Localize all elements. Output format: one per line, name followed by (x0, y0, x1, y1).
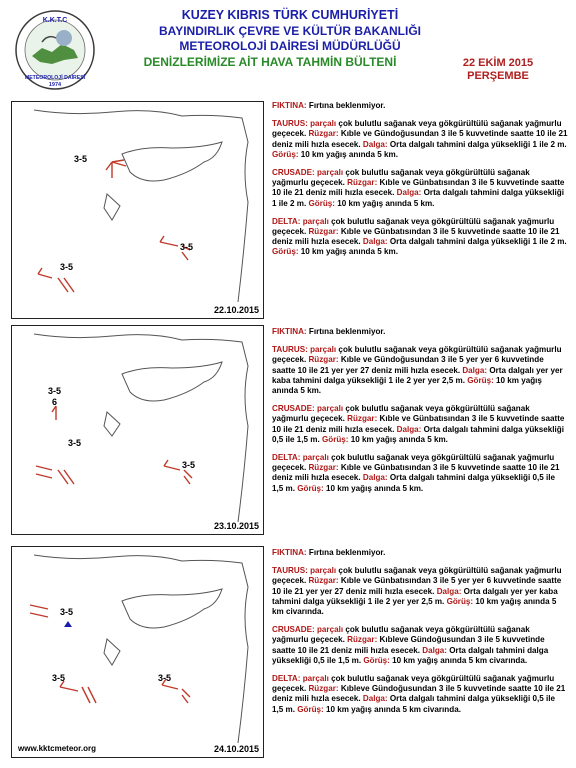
forecast-segment: parçalı (300, 216, 329, 226)
forecast-segment: Dalga: (396, 188, 422, 198)
region-name: DELTA: (272, 216, 301, 226)
forecast-segment: Fırtına beklenmiyor. (306, 101, 386, 110)
forecast-segment: parçalı (300, 674, 329, 684)
forecast-segment: Orta dalgalı tahmini dalga yüksekliği 1 ile 2 m. (387, 139, 567, 149)
forecast-segment: Rüzgar: (308, 355, 339, 365)
forecast-map-day-3 (11, 546, 264, 758)
forecast-segment: parçalı (314, 625, 344, 635)
region-name: DELTA: (272, 674, 301, 684)
wind-arrow-north (52, 406, 56, 420)
forecast-segment: Rüzgar: (347, 635, 378, 645)
forecast-text-day-3 (272, 548, 568, 723)
logo-top-text: K.K.T.C (42, 17, 68, 24)
forecast-segment: 10 km yağış anında 5 km. (298, 149, 398, 159)
forecast-segment: Orta dalgalı tahmini dalga yüksekliği 0,5 ile 1,5 m. (272, 473, 555, 493)
title-line-1: KUZEY KIBRIS TÜRK CUMHURİYETİ (181, 8, 399, 22)
wind-force-label: 3-5 (60, 262, 74, 272)
region-name: TAURUS: (272, 345, 308, 355)
forecast-segment: çok bulutlu sağanak veya gökgürültülü sağanak yağmurlu geçecek. (272, 453, 555, 473)
forecast-segment: çok bulutlu sağanak veya gökgürültülü sağanak yağmurlu geçecek. (272, 674, 555, 694)
wind-arrow-west (36, 466, 74, 484)
forecast-segment: Görüş: (446, 596, 474, 606)
bulletin-weekday: PERŞEMBE (467, 70, 529, 82)
forecast-segment: Orta dalgalı tahmini dalga yüksekliği 0,5 ile 1,5 m. (272, 694, 555, 714)
forecast-segment: Kıble ve Günbatısından 3 ile 5 yer yer 6 kuvvetinde saatte 10 ile 21 yer yer 27 deniz mili hızla esecek. (272, 576, 562, 596)
forecast-segment: Dalga: (362, 473, 388, 483)
forecast-segment: çok bulutlu sağanak veya gökgürültülü sağanak yağmurlu geçecek. (272, 404, 530, 424)
forecast-segment: Görüş: (272, 149, 299, 159)
forecast-segment: Fırtına beklenmiyor. (306, 327, 386, 336)
forecast-segment: çok bulutlu sağanak veya gökgürültülü sağanak yağmurlu geçecek. (272, 345, 562, 365)
forecast-map-day-1 (11, 101, 264, 319)
forecast-segment: parçalı (307, 345, 337, 355)
forecast-paragraph (272, 404, 568, 445)
region-name: FIKTINA: (272, 101, 307, 110)
sea-map (12, 326, 263, 534)
forecast-segment: Rüzgar: (308, 463, 339, 473)
map-date: 22.10.2015 (213, 305, 259, 315)
forecast-segment: Görüş: (297, 483, 324, 493)
forecast-segment: Kıble ve Gündoğusundan 3 ile 5 kuvvetinde saatte 10 ile 21 deniz mili hızla esecek. (272, 129, 568, 149)
forecast-segment: Dalga: (422, 645, 448, 655)
forecast-segment: Orta dalgalı tahmini dalga yüksekliği 1 ile 2 m. (272, 188, 564, 208)
region-name: FIKTINA: (272, 548, 307, 557)
forecast-segment: 10 km yağış anında 5 km civarında. (272, 596, 557, 617)
forecast-segment: parçalı (307, 566, 337, 576)
forecast-segment: Dalga: (362, 237, 388, 247)
forecast-segment: Orta dalgalı tahmini dalga yüksekliği 0,5 ile 1,5 m. (272, 645, 549, 665)
forecast-segment: Fırtına beklenmiyor. (306, 548, 386, 557)
forecast-paragraph (272, 217, 568, 258)
forecast-segment: Dalga: (362, 139, 388, 149)
forecast-segment: 10 km yağış anında 5 km civarında. (323, 704, 461, 714)
forecast-paragraph (272, 345, 568, 396)
forecast-segment: parçalı (314, 168, 344, 178)
logo-bottom-text: METEOROLOJİ DAİRESİ (24, 75, 86, 81)
forecast-segment: 10 km yağış anında 5 km. (272, 375, 542, 396)
forecast-segment: Kıbleve Gündoğusundan 3 ile 5 kuvvetinde saatte 10 ile 21 deniz mili hızla esecek. (272, 684, 566, 704)
forecast-segment: Dalga: (436, 586, 462, 596)
forecast-segment: Görüş: (308, 198, 335, 208)
bulletin-title: DENİZLERİMİZE AİT HAVA TAHMİN BÜLTENİ (143, 55, 397, 69)
title-line-3: METEOROLOJİ DAİRESİ MÜDÜRLÜĞÜ (179, 39, 401, 53)
region-name: CRUSADE: (272, 404, 315, 414)
forecast-segment: Kıble ve Günbatısından 3 ile 5 kuvvetinde saatte 10 ile 21 deniz mili hızla esecek. (272, 414, 565, 434)
forecast-segment: Rüzgar: (308, 684, 339, 694)
forecast-segment: parçalı (314, 404, 344, 414)
forecast-segment: Dalga: (362, 694, 388, 704)
wind-force-label: 3-5 (158, 673, 172, 683)
forecast-segment: Orta dalgalı tahmini dalga yüksekliği 0,5 ile 1,5 m. (272, 424, 564, 444)
forecast-segment: çok bulutlu sağanak veya gökgürültülü sağanak yağmurlu geçecek. (272, 119, 562, 139)
forecast-paragraph (272, 101, 568, 111)
logo-year: 1974 (48, 82, 62, 88)
forecast-segment: Kıble ve Günbatısından 3 ile 5 kuvvetinde saatte 10 ile 21 deniz mili hızla esecek. (272, 227, 560, 247)
forecast-segment: Rüzgar: (347, 178, 378, 188)
forecast-segment: Görüş: (467, 375, 494, 385)
region-name: DELTA: (272, 453, 301, 463)
bulletin-date: 22 EKİM 2015 (462, 57, 534, 69)
wind-force-label: 3-5 (74, 154, 88, 164)
forecast-segment: Orta dalgalı yer yer kaba tahmini dalga yüksekliği 1 ile 2 yer yer 2,5 m. (272, 365, 563, 385)
forecast-segment: Orta dalgalı tahmini dalga yüksekliği 1 ile 2 m. (387, 237, 567, 247)
region-name: TAURUS: (272, 119, 308, 129)
forecast-text-day-1 (272, 101, 568, 266)
forecast-segment: 10 km yağış anında 5 km civarında. (389, 655, 528, 665)
forecast-paragraph (272, 453, 568, 494)
forecast-paragraph (272, 548, 568, 558)
forecast-segment: Orta dalgalı yer yer kaba tahmini dalga yüksekliği 1 ile 2 yer yer 2,5 m. (272, 586, 558, 606)
wind-force-label: 3-5 (180, 242, 194, 252)
forecast-paragraph (272, 168, 568, 209)
forecast-segment: Dalga: (462, 365, 488, 375)
region-name: CRUSADE: (272, 625, 315, 635)
forecast-segment: 10 km yağış anında 5 km. (323, 483, 424, 493)
forecast-segment: Görüş: (272, 247, 299, 257)
forecast-segment: Kıble ve Gündoğusundan 3 ile 5 yer yer 6 kuvvetinde saatte 10 ile 21 yer yer 27 deniz mili hızla esecek. (272, 355, 544, 375)
forecast-paragraph (272, 674, 568, 715)
forecast-segment: Dalga: (396, 424, 422, 434)
forecast-segment: çok bulutlu sağanak veya gökgürültülü sağanak yağmurlu geçecek. (272, 216, 555, 237)
forecast-segment: parçalı (307, 119, 337, 129)
forecast-segment: çok bulutlu sağanak veya gökgürültülü sağanak yağmurlu geçecek. (272, 566, 562, 586)
forecast-segment: Görüş: (321, 434, 349, 444)
wind-force-label: 3-5 (52, 673, 66, 683)
wind-force-label: 3-5 (48, 386, 62, 396)
title-line-2: BAYINDIRLIK ÇEVRE VE KÜLTÜR BAKANLIĞI (158, 24, 421, 38)
forecast-segment: çok bulutlu sağanak veya gökgürültülü sağanak yağmurlu geçecek. (272, 168, 530, 188)
forecast-paragraph (272, 625, 568, 666)
wind-force-label: 6 (52, 397, 58, 407)
sea-map (12, 102, 263, 318)
region-name: CRUSADE: (272, 168, 315, 178)
forecast-map-day-2 (11, 325, 264, 535)
forecast-text-day-2 (272, 327, 568, 502)
forecast-segment: 10 km yağış anında 5 km. (334, 198, 435, 208)
forecast-paragraph (272, 566, 568, 617)
forecast-paragraph (272, 327, 568, 337)
map-date: 24.10.2015 (213, 744, 259, 754)
forecast-segment: çok bulutlu sağanak veya gökgürültülü sağanak yağmurlu geçecek. (272, 625, 530, 645)
forecast-segment: 10 km yağış anında 5 km. (298, 247, 398, 257)
forecast-paragraph (272, 119, 568, 160)
map-date: 23.10.2015 (213, 521, 259, 531)
wind-force-label: 3-5 (68, 438, 82, 448)
wind-force-label: 3-5 (182, 460, 196, 470)
forecast-segment: Görüş: (363, 655, 390, 665)
forecast-segment: Rüzgar: (308, 129, 339, 139)
forecast-segment: Kıbleve Gündoğusundan 3 ile 5 kuvvetinde saatte 10 ile 21 deniz mili hızla esecek. (272, 635, 545, 655)
bulletin-header (0, 0, 576, 96)
sea-map (12, 547, 263, 757)
forecast-segment: Görüş: (297, 704, 324, 714)
region-name: FIKTINA: (272, 327, 307, 336)
wind-arrow-north (106, 160, 126, 178)
forecast-segment: 10 km yağış anında 5 km. (348, 434, 448, 444)
wind-arrow-west (60, 681, 96, 703)
forecast-segment: Kıble ve Günbatısından 3 ile 5 kuvvetinde saatte 10 ile 21 deniz mili hızla esecek. (272, 463, 560, 483)
website-link[interactable]: www.kktcmeteor.org (18, 744, 96, 753)
forecast-segment: Rüzgar: (308, 227, 339, 237)
met-office-logo (12, 8, 98, 92)
forecast-segment: Rüzgar: (308, 576, 339, 586)
region-name: TAURUS: (272, 566, 308, 576)
forecast-segment: Rüzgar: (347, 414, 378, 424)
wind-force-label: 3-5 (60, 607, 74, 617)
forecast-segment: parçalı (300, 453, 329, 463)
forecast-segment: Kıble ve Günbatısından 3 ile 5 kuvvetinde saatte 10 ile 21 deniz mili hızla esecek. (272, 178, 565, 198)
